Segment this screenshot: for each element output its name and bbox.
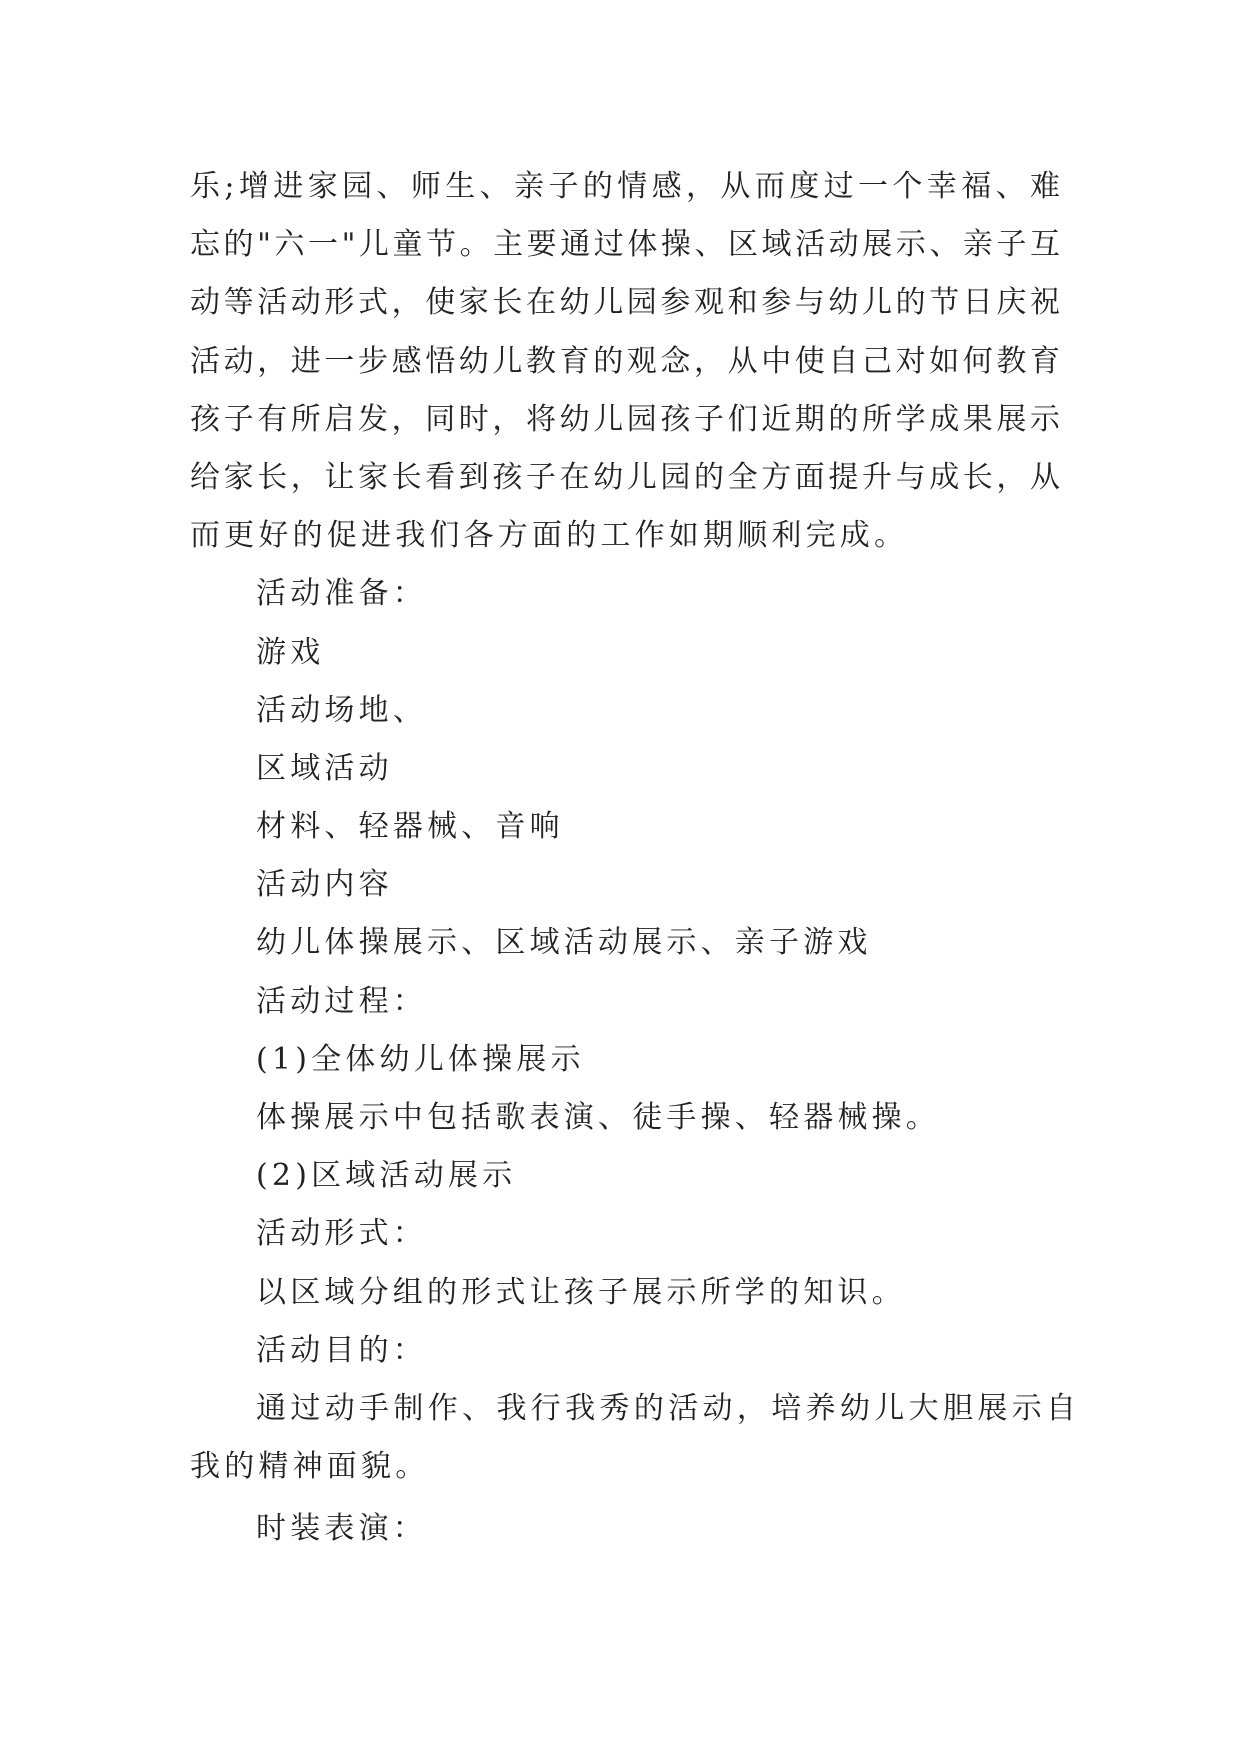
paragraph-line: 动等活动形式，使家长在幼儿园参观和参与幼儿的节日庆祝 [190, 285, 1060, 321]
intro-paragraph [190, 158, 1060, 565]
item-step-2: (2)区域活动展示 [256, 1158, 517, 1194]
item-fashion-show: 时装表演： [256, 1511, 427, 1547]
paragraph-line: 活动，进一步感悟幼儿教育的观念，从中使自己对如何教育 [190, 343, 1060, 379]
item-games: 游戏 [256, 634, 325, 670]
item-materials: 材料、轻器械、音响 [256, 809, 564, 845]
item-activity-form: 活动形式： [256, 1216, 427, 1252]
paragraph-line: 孩子有所启发，同时，将幼儿园孩子们近期的所学成果展示 [190, 401, 1060, 437]
paragraph-line: 通过动手制作、我行我秀的活动，培养幼儿大胆展示自 [256, 1390, 1081, 1426]
paragraph-line: 忘的"六一"儿童节。主要通过体操、区域活动展示、亲子互 [190, 227, 1060, 263]
item-venue: 活动场地、 [256, 692, 427, 728]
item-activity-preparation: 活动准备： [256, 576, 427, 612]
purpose-paragraph [190, 1380, 1081, 1496]
item-area-activity: 区域活动 [256, 750, 393, 786]
paragraph-line: 我的精神面貌。 [190, 1449, 430, 1485]
item-content-list: 幼儿体操展示、区域活动展示、亲子游戏 [256, 925, 872, 961]
item-step-1-detail: 体操展示中包括歌表演、徒手操、轻器械操。 [256, 1100, 940, 1135]
item-activity-process: 活动过程： [256, 983, 427, 1019]
item-activity-content: 活动内容 [256, 867, 393, 903]
document-page [190, 158, 1081, 1559]
item-step-1: (1)全体幼儿体操展示 [256, 1041, 585, 1077]
paragraph-line: 乐;增进家园、师生、亲子的情感，从而度过一个幸福、难 [190, 169, 1060, 204]
paragraph-line: 给家长，让家长看到孩子在幼儿园的全方面提升与成长，从 [190, 459, 1060, 495]
paragraph-line: 而更好的促进我们各方面的工作如期顺利完成。 [190, 518, 909, 554]
item-activity-form-detail: 以区域分组的形式让孩子展示所学的知识。 [256, 1274, 906, 1310]
item-activity-purpose: 活动目的： [256, 1332, 427, 1368]
